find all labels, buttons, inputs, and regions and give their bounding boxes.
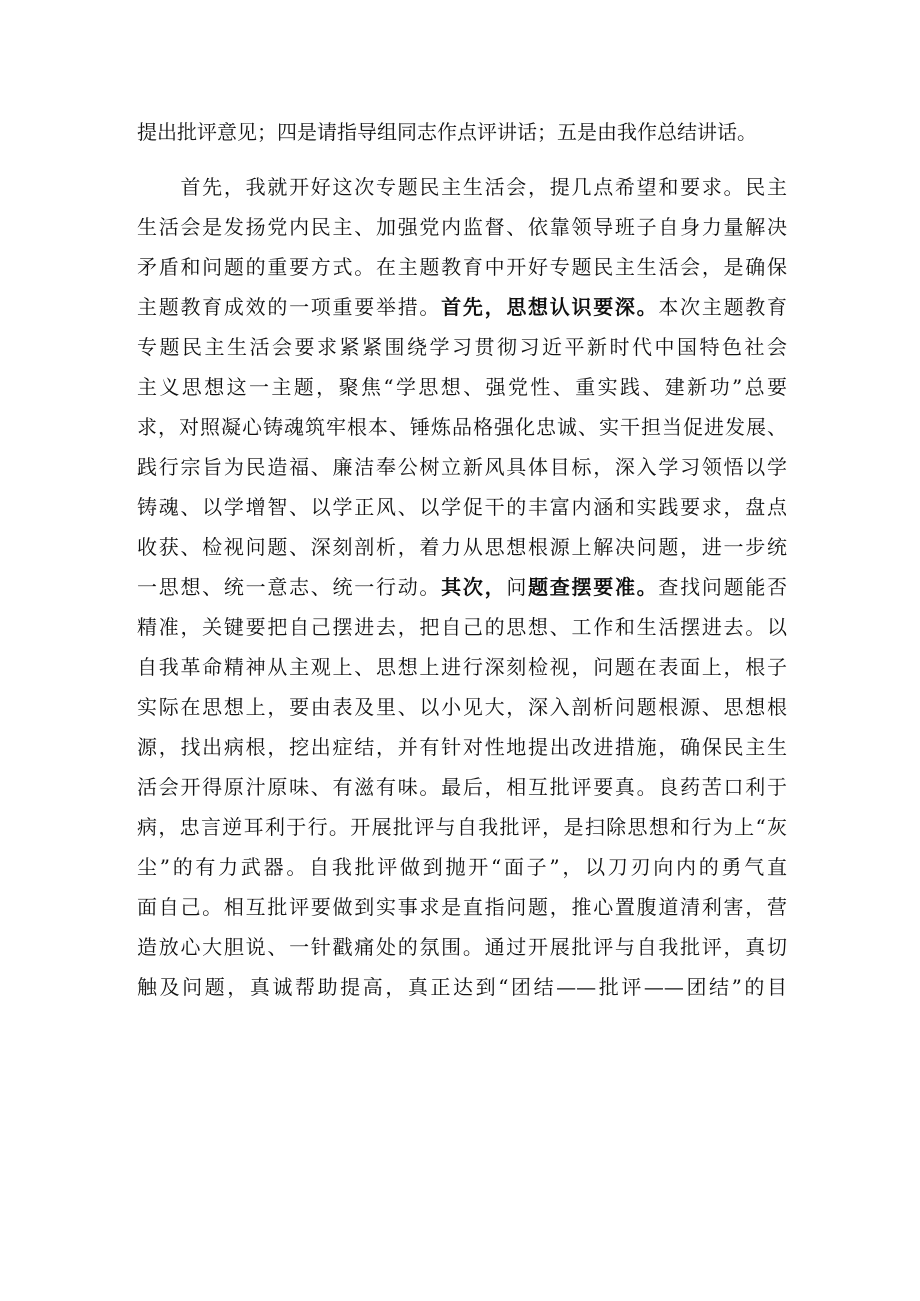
paragraph-2-line	[137, 167, 787, 207]
text-run: 实际在思想上，要由表及里、以小见大，深入剖析问题根源、思想根	[137, 695, 787, 719]
text-run: 践行宗旨为民造福、廉洁奉公树立新风具体目标，深入学习领悟以学	[137, 455, 787, 479]
paragraph-2-line	[137, 327, 787, 367]
paragraph-2-line	[137, 367, 787, 407]
paragraph-2-line	[137, 207, 787, 247]
text-run: 面自己。相互批评要做到实事求是直指问题，推心置腹道清利害，营	[137, 895, 787, 919]
paragraph-2-line	[137, 847, 787, 887]
text-run: 精准，关键要把自己摆进去，把自己的思想、工作和生活摆进去。以	[137, 615, 787, 639]
text-run: 尘”的有力武器。自我批评做到抛开“面子”，以刀刃向内的勇气直	[137, 855, 787, 879]
text-run: 源，找出病根，挖出症结，并有针对性地提出改进措施，确保民主生	[137, 735, 787, 759]
paragraph-2-line	[137, 247, 787, 287]
paragraph-2-line	[137, 767, 787, 807]
paragraph-2-line	[137, 447, 787, 487]
paragraph-2-line	[137, 927, 787, 967]
paragraph-2-line	[137, 687, 787, 727]
text-run: 主题教育成效的一项重要举措。	[137, 295, 442, 319]
bold-text-run: 首先，思想认识要深。	[441, 295, 659, 319]
paragraph-2-line	[137, 727, 787, 767]
paragraph-2-line	[137, 807, 787, 847]
text-run: 本次主题教育	[658, 295, 788, 319]
text-run: 提出批评意见；四是请指导组同志作点评讲话；五是由我作总结讲话。	[137, 120, 757, 144]
text-run: 生活会是发扬党内民主、加强党内监督、依靠领导班子自身力量解决	[137, 215, 787, 239]
document-body	[137, 112, 787, 1007]
text-run: 铸魂、以学增智、以学正风、以学促干的丰富内涵和实践要求，盘点	[137, 495, 787, 519]
paragraph-2-line	[137, 407, 787, 447]
text-run: 收获、检视问题、深刻剖析，着力从思想根源上解决问题，进一步统	[137, 535, 787, 559]
paragraph-2-line	[137, 487, 787, 527]
paragraph-1-line	[137, 112, 787, 152]
text-run: 造放心大胆说、一针戳痛处的氛围。通过开展批评与自我批评，真切	[137, 935, 787, 959]
paragraph-2-line	[137, 607, 787, 647]
paragraph-2-line	[137, 287, 787, 327]
text-run: 首先，我就开好这次专题民主生活会，提几点希望和要求。民主	[137, 175, 787, 199]
paragraph-2	[137, 167, 787, 1007]
text-run: 触及问题，真诚帮助提高，真正达到“团结——批评——团结”的目	[137, 975, 787, 999]
paragraph-gap	[137, 152, 787, 167]
text-run: 活会开得原汁原味、有滋有味。最后，相互批评要真。良药苦口利于	[137, 775, 787, 799]
text-run: 自我革命精神从主观上、思想上进行深刻检视，问题在表面上，根子	[137, 655, 787, 679]
text-run: 病，忠言逆耳利于行。开展批评与自我批评，是扫除思想和行为上“灰	[137, 815, 787, 839]
paragraph-2-line	[137, 567, 787, 607]
text-run: 专题民主生活会要求紧紧围绕学习贯彻习近平新时代中国特色社会	[137, 335, 787, 359]
text-run: 查找问题能否	[658, 575, 788, 599]
text-run: 主义思想这一主题，聚焦“学思想、强党性、重实践、建新功”总要	[137, 375, 787, 399]
paragraph-2-line	[137, 527, 787, 567]
text-run: 问	[506, 575, 529, 599]
text-run: 一思想、统一意志、统一行动。	[137, 575, 442, 599]
paragraph-2-line	[137, 887, 787, 927]
bold-text-run: 题查摆要准。	[528, 575, 659, 599]
paragraph-2-line	[137, 967, 787, 1007]
bold-text-run: 其次，	[441, 575, 507, 599]
text-run: 矛盾和问题的重要方式。在主题教育中开好专题民主生活会，是确保	[137, 255, 787, 279]
text-run: 求，对照凝心铸魂筑牢根本、锤炼品格强化忠诚、实干担当促进发展、	[137, 415, 787, 439]
paragraph-2-line	[137, 647, 787, 687]
